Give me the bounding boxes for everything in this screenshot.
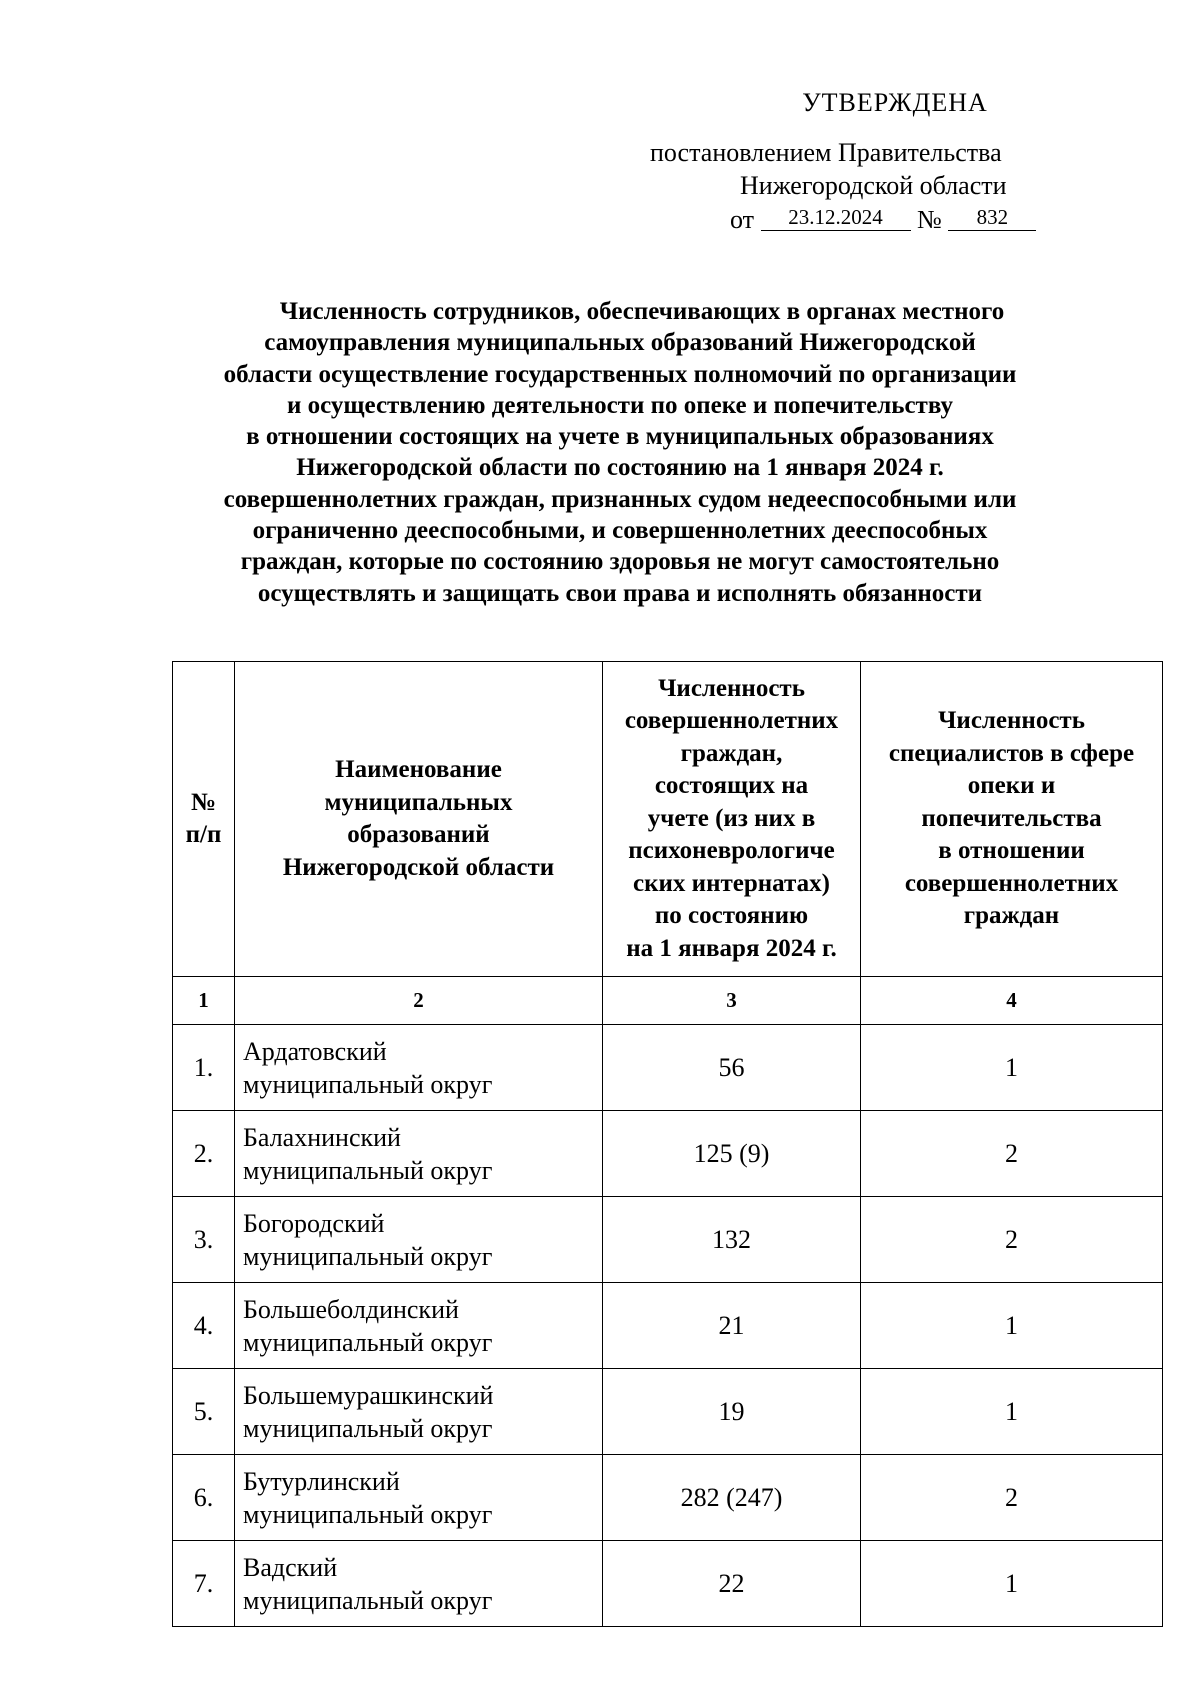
row-number: 3. xyxy=(173,1197,235,1283)
title-line: Численность сотрудников, обеспечивающих в органах местного xyxy=(279,298,1005,325)
title-line: Нижегородской области по состоянию на 1 января 2024 г. xyxy=(296,454,944,482)
header-specialists-count xyxy=(861,662,1163,977)
table-row xyxy=(173,1025,1163,1111)
header-text: муниципальных xyxy=(324,788,513,816)
title-line: ограниченно дееспособными, и совершеннолетних дееспособных xyxy=(252,517,988,545)
approval-date-line xyxy=(730,203,1036,236)
column-number-row xyxy=(173,977,1163,1025)
municipality-name-line: Вадский xyxy=(243,1552,338,1582)
header-citizens-count xyxy=(603,662,861,977)
header-text: граждан xyxy=(963,902,1060,930)
header-text: специалистов в сфере xyxy=(888,739,1135,767)
registry-table xyxy=(172,661,1163,1627)
title-line: области осуществление государственных полномочий по организации xyxy=(223,360,1017,388)
municipality-name-line: Большемурашкинский xyxy=(243,1380,494,1410)
header-text: психоневрологиче xyxy=(628,837,835,865)
table-row xyxy=(173,1541,1163,1627)
title-line: совершеннолетних граждан, признанных судом недееспособными или xyxy=(223,485,1017,513)
citizens-count: 21 xyxy=(603,1283,861,1369)
row-number: 5. xyxy=(173,1369,235,1455)
row-number: 7. xyxy=(173,1541,235,1627)
decree-number: 832 xyxy=(948,204,1036,231)
municipality-name xyxy=(235,1541,603,1627)
row-number: 4. xyxy=(173,1283,235,1369)
header-number xyxy=(173,662,235,977)
header-text: Численность xyxy=(938,707,1085,735)
number-sign: № xyxy=(917,205,942,234)
header-text: № xyxy=(190,788,217,816)
approval-decree-line: постановлением Правительства xyxy=(650,138,1002,167)
citizens-count: 19 xyxy=(603,1369,861,1455)
municipality-name xyxy=(235,1283,603,1369)
specialists-count: 1 xyxy=(861,1541,1163,1627)
specialists-count: 2 xyxy=(861,1111,1163,1197)
specialists-count: 1 xyxy=(861,1283,1163,1369)
row-number: 2. xyxy=(173,1111,235,1197)
specialists-count: 2 xyxy=(861,1197,1163,1283)
header-text: граждан, xyxy=(680,739,783,767)
table-row xyxy=(173,1455,1163,1541)
title-line: в отношении состоящих на учете в муниципальных образованиях xyxy=(246,423,994,451)
municipality-name-line: Богородский xyxy=(243,1208,385,1238)
specialists-count: 2 xyxy=(861,1455,1163,1541)
header-text: Нижегородской области xyxy=(282,853,555,881)
table-header-row xyxy=(173,662,1163,977)
municipality-type-line: муниципальный округ xyxy=(243,1585,493,1615)
row-number: 6. xyxy=(173,1455,235,1541)
municipality-name-line: Ардатовский xyxy=(243,1036,387,1066)
approval-heading: УТВЕРЖДЕНА xyxy=(802,88,988,117)
municipality-name xyxy=(235,1197,603,1283)
citizens-count: 132 xyxy=(603,1197,861,1283)
specialists-count: 1 xyxy=(861,1025,1163,1111)
municipality-type-line: муниципальный округ xyxy=(243,1155,493,1185)
decree-date: 23.12.2024 xyxy=(761,204,911,231)
column-number: 1 xyxy=(173,977,235,1025)
municipality-type-line: муниципальный округ xyxy=(243,1327,493,1357)
citizens-count: 282 (247) xyxy=(603,1455,861,1541)
municipality-name xyxy=(235,1025,603,1111)
header-text: совершеннолетних xyxy=(624,707,839,735)
table-row xyxy=(173,1197,1163,1283)
table-row xyxy=(173,1283,1163,1369)
header-text: Численность xyxy=(658,674,805,702)
header-text: по состоянию xyxy=(654,902,809,930)
municipality-name xyxy=(235,1369,603,1455)
header-text: на 1 января 2024 г. xyxy=(626,934,837,962)
header-text: п/п xyxy=(185,821,222,848)
header-text: совершеннолетних xyxy=(904,869,1119,897)
title-line: и осуществлению деятельности по опеке и попечительству xyxy=(287,391,953,419)
column-number: 3 xyxy=(603,977,861,1025)
citizens-count: 22 xyxy=(603,1541,861,1627)
specialists-count: 1 xyxy=(861,1369,1163,1455)
municipality-name-line: Большеболдинский xyxy=(243,1294,459,1324)
table-row xyxy=(173,1369,1163,1455)
municipality-name-line: Бутурлинский xyxy=(243,1466,400,1496)
header-text: Наименование xyxy=(335,756,502,783)
document-title xyxy=(160,296,1080,609)
municipality-type-line: муниципальный округ xyxy=(243,1241,493,1271)
row-number: 1. xyxy=(173,1025,235,1111)
date-prefix: от xyxy=(730,205,755,234)
municipality-name xyxy=(235,1111,603,1197)
header-text: ских интернатах) xyxy=(633,869,830,897)
header-municipality xyxy=(235,662,603,977)
municipality-type-line: муниципальный округ xyxy=(243,1413,493,1443)
municipality-type-line: муниципальный округ xyxy=(243,1499,493,1529)
title-line: самоуправления муниципальных образований Нижегородской xyxy=(264,329,976,357)
municipality-name xyxy=(235,1455,603,1541)
column-number: 4 xyxy=(861,977,1163,1025)
header-text: состоящих на xyxy=(654,772,809,800)
title-line: осуществлять и защищать свои права и исполнять обязанности xyxy=(257,579,983,607)
municipality-name-line: Балахнинский xyxy=(243,1122,401,1152)
header-text: образований xyxy=(347,821,490,848)
municipality-type-line: муниципальный округ xyxy=(243,1069,493,1099)
table-row xyxy=(173,1111,1163,1197)
approval-region-line: Нижегородской области xyxy=(740,171,1007,200)
column-number: 2 xyxy=(235,977,603,1025)
title-line: граждан, которые по состоянию здоровья не могут самостоятельно xyxy=(240,548,1000,576)
citizens-count: 56 xyxy=(603,1025,861,1111)
header-text: учете (из них в xyxy=(647,804,816,832)
header-text: попечительства xyxy=(921,804,1102,832)
header-text: опеки и xyxy=(967,772,1056,800)
header-text: в отношении xyxy=(938,837,1085,865)
citizens-count: 125 (9) xyxy=(603,1111,861,1197)
